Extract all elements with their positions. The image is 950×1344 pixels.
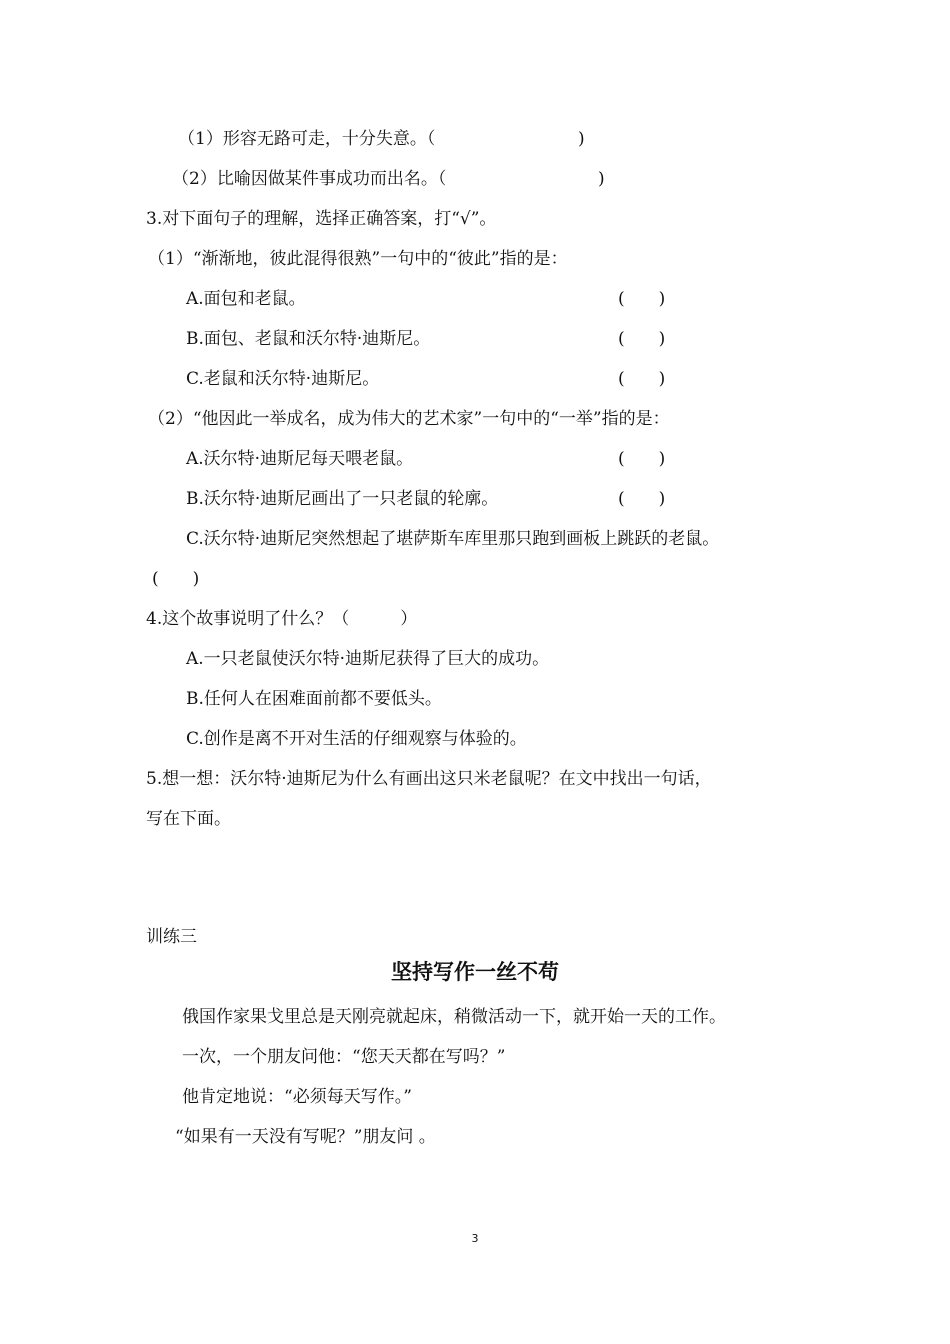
q3-sub1-option-c-paren: ( ) [618, 369, 666, 389]
q3-sub1-option-a-paren: ( ) [618, 289, 666, 309]
q3-sub1-option-a: A.面包和老鼠。 [186, 289, 306, 309]
q3-sub1-option-c: C.老鼠和沃尔特·迪斯尼。 [186, 369, 380, 389]
q2-item-1: （1）形容无路可走，十分失意。（ [178, 129, 436, 149]
q2-item-2: （2）比喻因做某件事成功而出名。（ [172, 169, 447, 189]
passage-paragraph-1: 俄国作家果戈里总是天刚亮就起床，稍微活动一下，就开始一天的工作。 [182, 1007, 726, 1027]
q3-sub1-option-b: B.面包、老鼠和沃尔特·迪斯尼。 [186, 329, 431, 349]
passage-paragraph-2: 一次，一个朋友问他：“您天天都在写吗？” [182, 1047, 506, 1067]
q3-sub2-option-b-paren: ( ) [618, 489, 666, 509]
passage-paragraph-3: 他肯定地说：“必须每天写作。” [182, 1087, 412, 1107]
q2-item-1-close: ) [578, 129, 585, 149]
q3-sub2-option-a: A.沃尔特·迪斯尼每天喂老鼠。 [186, 449, 414, 469]
q3-sub1-prompt: （1）“渐渐地，彼此混得很熟”一句中的“彼此”指的是： [148, 249, 568, 269]
q3-sub2-option-c: C.沃尔特·迪斯尼突然想起了堪萨斯车库里那只跑到画板上跳跃的老鼠。 [186, 529, 720, 549]
q4-option-b: B.任何人在困难面前都不要低头。 [186, 689, 442, 709]
section-label: 训练三 [146, 927, 197, 947]
q3-sub1-option-b-paren: ( ) [618, 329, 666, 349]
passage-paragraph-4: “如果有一天没有写呢？”朋友问 。 [175, 1127, 436, 1147]
q5-line-2: 写在下面。 [146, 809, 231, 829]
q3-prompt: 3.对下面句子的理解，选择正确答案，打“√”。 [146, 209, 497, 229]
q4-option-a: A.一只老鼠使沃尔特·迪斯尼获得了巨大的成功。 [186, 649, 550, 669]
q4-option-c: C.创作是离不开对生活的仔细观察与体验的。 [186, 729, 527, 749]
q3-sub2-prompt: （2）“他因此一举成名，成为伟大的艺术家”一句中的“一举”指的是： [148, 409, 670, 429]
q3-sub2-option-c-paren: ( ) [152, 569, 200, 589]
q5-line-1: 5.想一想：沃尔特·迪斯尼为什么有画出这只米老鼠呢？在文中找出一句话， [146, 769, 712, 789]
q4-prompt: 4.这个故事说明了什么？（ ） [146, 609, 418, 629]
passage-title: 坚持写作一丝不苟 [391, 960, 559, 984]
q3-sub2-option-b: B.沃尔特·迪斯尼画出了一只老鼠的轮廓。 [186, 489, 499, 509]
q3-sub2-option-a-paren: ( ) [618, 449, 666, 469]
q2-item-2-close: ) [598, 169, 605, 189]
page-number: 3 [471, 1232, 479, 1245]
